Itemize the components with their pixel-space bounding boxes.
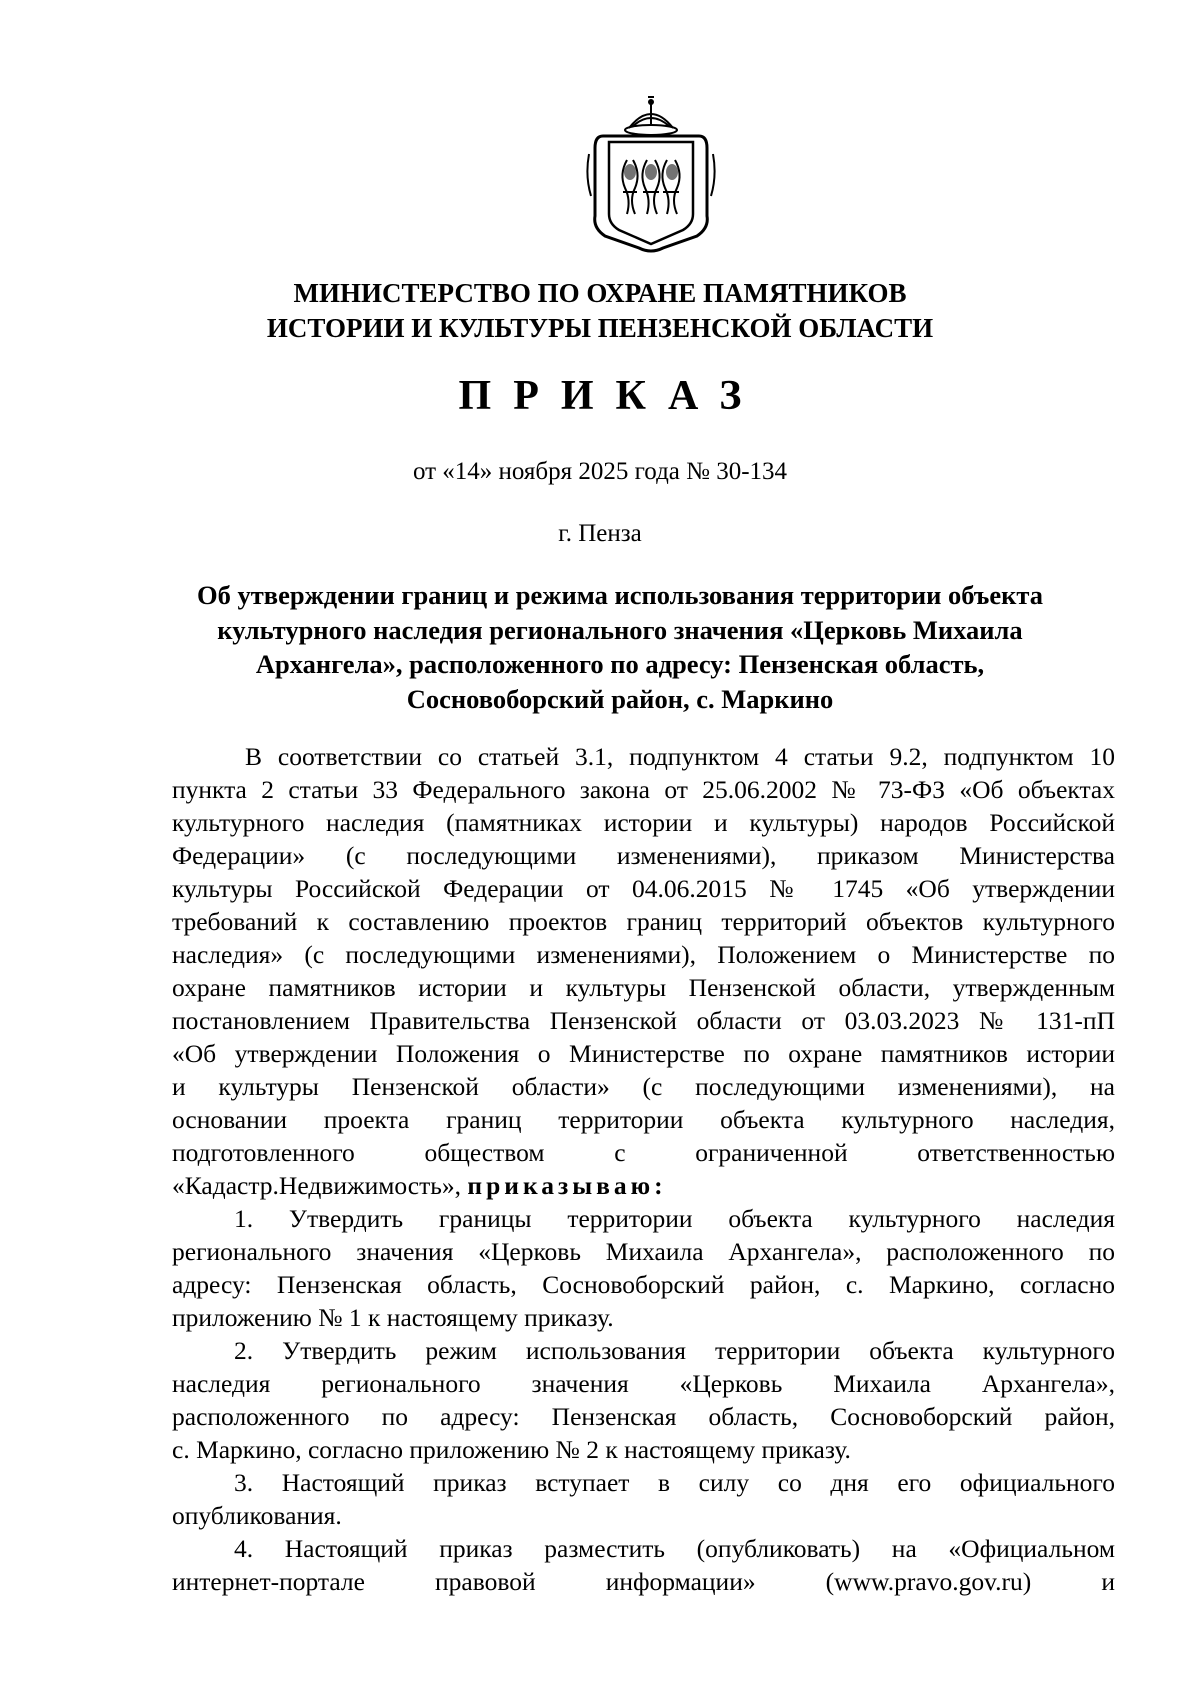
- item-4-line: интернет-портале правовой информации» (www.pravo.gov.ru) и: [172, 1567, 1115, 1596]
- preamble-line: постановлением Правительства Пензенской области от 03.03.2023 № 131-пП: [172, 1006, 1115, 1035]
- subject-line: культурного наследия регионального значения «Церковь Михаила: [217, 614, 1023, 645]
- document-type-title: ПРИКАЗ: [458, 373, 764, 419]
- item-2-line: 2. Утвердить режим использования территории объекта культурного: [234, 1336, 1115, 1365]
- subject-line: Об утверждении границ и режима использования территории объекта: [197, 580, 1043, 610]
- item-1-line: регионального значения «Церковь Михаила Архангела», расположенного по: [172, 1237, 1115, 1266]
- order-body: [172, 740, 1115, 1598]
- preamble-line: культуры Российской Федерации от 04.06.2015 № 1745 «Об утверждении: [172, 874, 1115, 903]
- order-word: приказываю:: [467, 1171, 667, 1200]
- organization-name-line-2: ИСТОРИИ И КУЛЬТУРЫ ПЕНЗЕНСКОЙ ОБЛАСТИ: [266, 313, 934, 343]
- subject-line: Архангела», расположенного по адресу: Пензенская область,: [255, 649, 985, 679]
- item-2-line: с. Маркино, согласно приложению № 2 к настоящему приказу.: [172, 1435, 851, 1464]
- item-3-line: опубликования.: [172, 1501, 342, 1530]
- item-2-line: наследия регионального значения «Церковь Михаила Архангела»,: [172, 1369, 1115, 1398]
- coat-of-arms-icon: [585, 96, 717, 256]
- preamble-line: и культуры Пензенской области» (с последующими изменениями), на: [172, 1072, 1115, 1101]
- preamble-line: Федерации» (с последующими изменениями), приказом Министерства: [172, 841, 1115, 870]
- contractor-name: «Кадастр.Недвижимость»,: [172, 1171, 468, 1200]
- item-1-line: 1. Утвердить границы территории объекта культурного наследия: [234, 1204, 1115, 1233]
- preamble-line: основании проекта границ территории объекта культурного наследия,: [172, 1105, 1115, 1134]
- preamble-line: охране памятников истории и культуры Пензенской области, утвержденным: [172, 973, 1115, 1002]
- issue-city: г. Пенза: [558, 520, 642, 547]
- preamble-line: подготовленного обществом с ограниченной ответственностью: [172, 1138, 1115, 1167]
- preamble-last-line: [172, 1169, 1115, 1202]
- preamble-line: требований к составлению проектов границ территорий объектов культурного: [172, 907, 1115, 936]
- preamble-line: «Об утверждении Положения о Министерстве по охране памятников истории: [172, 1039, 1115, 1068]
- item-4-line: 4. Настоящий приказ разместить (опубликовать) на «Официальном: [234, 1534, 1115, 1563]
- order-subject: [170, 578, 1070, 716]
- subject-line: Сосновоборский район, с. Маркино: [406, 683, 834, 714]
- item-1-line: приложению № 1 к настоящему приказу.: [172, 1303, 614, 1332]
- item-1-line: адресу: Пензенская область, Сосновоборский район, с. Маркино, согласно: [172, 1270, 1115, 1299]
- preamble-line: пункта 2 статьи 33 Федерального закона от 25.06.2002 № 73-ФЗ «Об объектах: [172, 775, 1115, 804]
- preamble-line: культурного наследия (памятниках истории и культуры) народов Российской: [172, 808, 1115, 837]
- preamble-line: В соответствии со статьей 3.1, подпунктом 4 статьи 9.2, подпунктом 10: [245, 742, 1115, 771]
- item-3-line: 3. Настоящий приказ вступает в силу со дня его официального: [234, 1468, 1115, 1497]
- item-2-line: расположенного по адресу: Пензенская область, Сосновоборский район,: [172, 1402, 1115, 1431]
- organization-name-line-1: МИНИСТЕРСТВО ПО ОХРАНЕ ПАМЯТНИКОВ: [293, 278, 907, 308]
- order-date-number: от «14» ноября 2025 года № 30-134: [412, 458, 788, 485]
- preamble-line: наследия» (с последующими изменениями), Положением о Министерстве по: [172, 940, 1115, 969]
